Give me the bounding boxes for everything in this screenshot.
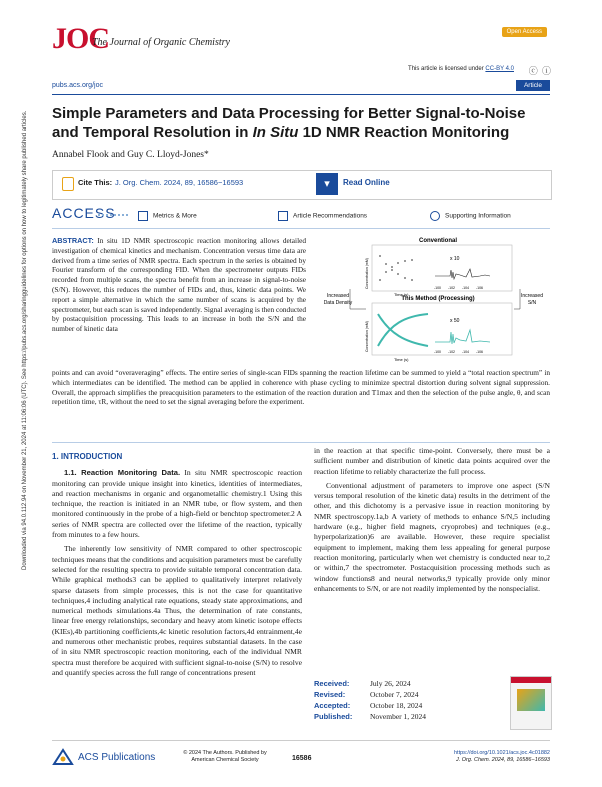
date-row bbox=[314, 678, 494, 689]
abstract-text: In situ 1D NMR spectroscopic reaction monitoring allows detailed investigation of chemical kinetics and mechanism. Concentration versus time data are derived from a time series of NMR spectra. Each spectrum in the series is obtained by Fourier transform of the corresponding FID. When the spectrometer outputs FIDs recorded from multiple scans, the spectra benefit from an increase in signal-to-noise (S/N). However, this reduces the number of FIDs and, thus, kinetic data points. We report a simple alternative in which the same number of scans is acquired by the spectrometer, but each scan is saved independently. Signal averaging is then conducted by postacquisition processing. This leads to an increase in both the S/N and the number of kinetic data bbox=[52, 236, 306, 334]
publisher-name[interactable]: ACS Publications bbox=[78, 752, 156, 763]
article-type-badge: Article bbox=[516, 80, 550, 91]
toc-graphic bbox=[310, 234, 550, 366]
cover-art bbox=[517, 689, 545, 711]
abstract-lead: ABSTRACT: bbox=[52, 236, 94, 245]
date-label: Accepted: bbox=[314, 701, 351, 710]
toc-bottom-title: This Method (Processing) bbox=[401, 296, 475, 302]
paragraph: The inherently low sensitivity of NMR compared to other spectroscopic techniques means that the conditions and acquisition parameters must be carefully selected for the resulting spectra to provide suitable temporal concentration data. While graphical methods3 can be applied to qualitatively interpret relatively sparse datasets from simple processes, this is not the case for quantitative techniques,4 including analytical rate equations, steady state approximations, and numerical methods simulations.4a Thus, the determination of rate constants, linear free energy relationships, secondary and heavy atom kinetic isotope effects (KIEs),4b partitioning coefficients,4c kinetic resolution factors,4d entrainment,4e and numerous other mechanistic probes, requires substantial datasets. In the case of in situ NMR spectroscopic reaction monitoring, each of the individual NMR spectra must therefore be acquired with sufficient signal-to-noise (S/N) to resolve and quantify species across the full range of concentrations present bbox=[52, 544, 302, 677]
toc-top-spectrum bbox=[435, 269, 490, 279]
supporting-info-tab[interactable] bbox=[430, 211, 511, 221]
recommendations-tab[interactable] bbox=[278, 211, 367, 221]
license-line bbox=[408, 66, 514, 72]
journal-logo: JOC bbox=[52, 22, 109, 55]
cover-band bbox=[511, 677, 551, 683]
date-value: October 7, 2024 bbox=[370, 690, 419, 699]
toc-bottom-spectrum bbox=[435, 330, 490, 344]
toc-right-label-1: Increased bbox=[521, 293, 543, 299]
access-label: ACCESS bbox=[52, 205, 116, 221]
publication-dates bbox=[314, 678, 494, 722]
article-title: Simple Parameters and Data Processing for Better Signal-to-Noise and Temporal Resolution in In Situ 1D NMR Reaction Monitoring bbox=[52, 105, 526, 141]
document-icon bbox=[278, 211, 288, 221]
open-access-badge: Open Access bbox=[502, 27, 547, 37]
cite-label: Cite This: bbox=[78, 178, 113, 187]
footer-divider bbox=[52, 740, 550, 741]
ppm-tick: -102 bbox=[448, 350, 456, 354]
date-label: Received: bbox=[314, 679, 350, 688]
license-text: This article is licensed under bbox=[408, 66, 484, 72]
toc-ppm-ticks-top bbox=[434, 286, 483, 290]
toc-xlabel-top: Time (s) bbox=[394, 292, 409, 297]
subsection-heading: 1.1. Reaction Monitoring Data. bbox=[64, 468, 181, 478]
journal-cover-thumbnail[interactable] bbox=[510, 676, 552, 730]
author-list[interactable]: Annabel Flook and Guy C. Lloyd-Jones* bbox=[52, 150, 209, 160]
toc-xlabel-bottom: Time (s) bbox=[394, 357, 409, 362]
toc-bottom-panel bbox=[372, 303, 512, 355]
download-note: Downloaded via 94.0.112.94 on November 21, 2024 at 11:06:06 (UTC). See https://pubs.acs.org/sharingguidelines for options on how to legitimately share published articles. bbox=[22, 110, 28, 570]
toc-zoom-top: x 10 bbox=[450, 256, 460, 262]
date-value: October 18, 2024 bbox=[370, 701, 423, 710]
journal-name: The Journal of Organic Chemistry bbox=[92, 37, 230, 48]
ppm-tick: -100 bbox=[434, 286, 442, 290]
read-online-icon[interactable]: ▾ bbox=[316, 173, 338, 195]
license-link[interactable]: CC-BY 4.0 bbox=[485, 66, 514, 72]
body-column-right bbox=[314, 446, 550, 598]
citation-link[interactable]: J. Org. Chem. 2024, 89, 16586−16593 bbox=[115, 178, 244, 187]
acs-logo-icon bbox=[52, 748, 74, 766]
toc-right-label-2: S/N bbox=[527, 300, 537, 306]
date-label: Revised: bbox=[314, 690, 346, 699]
doi-block bbox=[454, 750, 550, 764]
toc-bottom-rising bbox=[378, 314, 428, 346]
doi-link[interactable]: https://doi.org/10.1021/acs.joc.4c01882 bbox=[453, 750, 550, 756]
body-column-left bbox=[52, 450, 302, 682]
footer-citation: J. Org. Chem. 2024, 89, 16586−16593 bbox=[455, 757, 550, 763]
toc-left-arrow bbox=[350, 289, 366, 309]
ppm-tick: -104 bbox=[462, 286, 470, 290]
paragraph: In situ NMR spectroscopic reaction monitoring can provide unique insight into kinetics, identities of intermediates, and reaction mechanisms in organic and organometallic chemistry.1 Using this technique, the reaction is initiated in an NMR tube, or flow system, and then monitored continuously in the probe of a high-field or benchtop spectrometer.2 A series of NMR spectra are collected over the lifetime of the reaction, typically from minutes to a few hours. bbox=[52, 468, 303, 540]
toc-top-points bbox=[379, 255, 413, 281]
metrics-label: Metrics & More bbox=[153, 212, 197, 220]
chart-icon bbox=[138, 211, 148, 221]
quote-icon bbox=[62, 177, 74, 191]
ppm-tick: -106 bbox=[476, 350, 484, 354]
toc-ylabel-top: Concentration (mM) bbox=[365, 258, 369, 289]
abstract-continuation: points and can avoid “overaveraging” effects. The entire series of single-scan FIDs spanning the reaction lifetime can be summed to yield a “total reaction spectrum” in which intermediates can be identified. The method can be applied in coherence with phase cycling to minimize spectral distortion during solvent signal suppression. Overall, the approach simplifies the preacquisition parameters to the estimation of the reaction duration and T1max and then the selection of the pulse angle, θ, and scan repetition time, τR, without the need to set the signal averaging before the experiment. bbox=[52, 368, 550, 407]
toc-left-label-2: Data Density bbox=[323, 300, 353, 306]
ppm-tick: -104 bbox=[462, 350, 470, 354]
toc-top-title: Conventional bbox=[418, 238, 458, 244]
section-heading: 1. INTRODUCTION bbox=[52, 452, 123, 461]
ppm-tick: -106 bbox=[476, 286, 484, 290]
section-divider bbox=[52, 442, 550, 443]
copyright: © 2024 The Authors. Published by American Chemical Society bbox=[183, 750, 267, 763]
toc-left-label-1: Increased bbox=[327, 293, 349, 299]
date-row bbox=[314, 711, 494, 722]
toc-zoom-bottom: x 50 bbox=[450, 318, 460, 324]
date-label: Published: bbox=[314, 712, 353, 721]
toc-ylabel-bottom: Concentration (mM) bbox=[365, 321, 369, 352]
access-divider bbox=[52, 228, 550, 229]
access-indicator bbox=[98, 214, 128, 220]
supporting-label: Supporting Information bbox=[445, 212, 511, 220]
header-divider bbox=[52, 94, 550, 95]
date-row bbox=[314, 689, 494, 700]
read-online-button[interactable]: Read Online bbox=[343, 178, 390, 187]
cc-icon: ⓒ ⓘ bbox=[528, 66, 552, 76]
ppm-tick: -100 bbox=[434, 350, 442, 354]
toc-top-panel bbox=[372, 245, 512, 291]
date-value: November 1, 2024 bbox=[370, 712, 427, 721]
toc-right-arrow bbox=[514, 289, 520, 309]
toc-ppm-ticks-bottom bbox=[434, 350, 483, 354]
journal-url[interactable]: pubs.acs.org/joc bbox=[52, 82, 103, 89]
info-icon bbox=[430, 211, 440, 221]
ppm-tick: -102 bbox=[448, 286, 456, 290]
date-row bbox=[314, 700, 494, 711]
page-number: 16586 bbox=[292, 755, 312, 762]
recommendations-label: Article Recommendations bbox=[293, 212, 368, 220]
metrics-tab[interactable] bbox=[138, 211, 197, 221]
abstract-column bbox=[52, 236, 306, 334]
paragraph: in the reaction at that specific time-point. Conversely, there must be a sufficient number and distribution of kinetic data points acquired over the reaction lifetime to reliably characterize the full process. bbox=[314, 446, 550, 476]
toc-bottom-falling bbox=[378, 314, 428, 346]
paragraph: Conventional adjustment of parameters to improve one aspect (S/N versus temporal resolution of the kinetic data) results in the detriment of the other, and this dichotomy is a pervasive issue in reaction monitoring by NMR spectroscopy.1a,b A variety of methods to enhance S/N,5 including hardware (e.g., higher field magnets, cryoprobes) and techniques (e.g., hyperpolarization)6 are available. However, these require specialist equipment to implement, making them less appealing for general purpose reaction monitoring, particularly when wet chemistry is conducted near to,2 or within,7 the spectrometer. Postacquisition processing methods such as window functions8 and neural networks,9 typically provide only minor enhancements to S/N, or are not readily implemented by the nonspecialist. bbox=[314, 480, 550, 593]
date-value: July 26, 2024 bbox=[370, 679, 411, 688]
